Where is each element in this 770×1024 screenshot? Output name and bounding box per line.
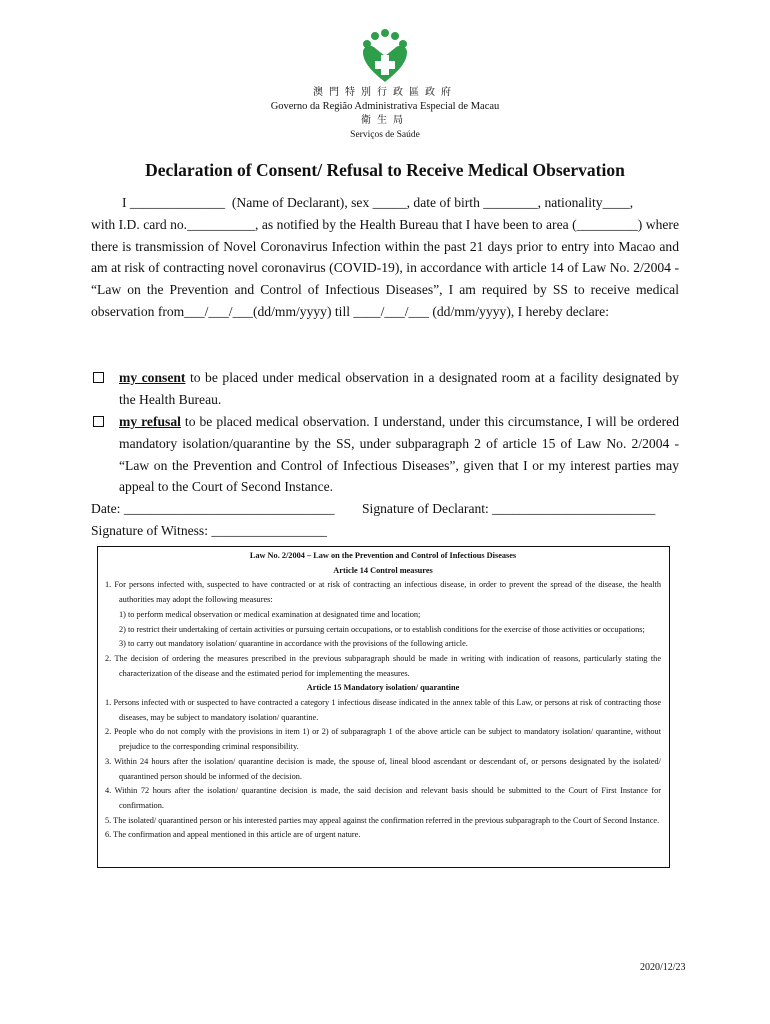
article-14-item-1-2: 2) to restrict their undertaking of certain activities or pursuing certain occupations, or to establish conditions for the exercise of those activities or occupations; (119, 624, 645, 634)
government-name-portuguese: Governo da Região Administrativa Especial de Macau (270, 101, 500, 112)
declarant-signature-field[interactable]: Signature of Declarant: ________________________ (362, 501, 656, 516)
refusal-text: to be placed medical observation. I understand, under this circumstance, I will be ordered mandatory isolation/quarantine by the SS, under subparagraph 2 of article 15 of Law No. 2/2004 - “Law on the Prevention and Control of Infectious Diseases”, given that I or my interest parties may appeal to the Court of Second Instance. (119, 414, 679, 495)
article-15-item-6: 6. The confirmation and appeal mentioned in this article are of urgent nature. (105, 830, 361, 840)
declaration-body: with I.D. card no.__________, as notified by the Health Bureau that I have been to area (_________) where there is transmission of Novel Coronavirus Infection within the past 21 days prior to entry into Macao and am at risk of contracting novel coronavirus (COVID-19), in accordance with article 14 of Law No. 2/2004 - “Law on the Prevention and Control of Infectious Diseases”, I am required by SS to receive medical observation from___/___/___(dd/mm/yyyy) till ____/___/___ (dd/mm/yyyy), I hereby declare: (91, 216, 679, 319)
article-15-item-1: 1. Persons infected with or suspected to have contracted a category 1 infectious disease indicated in the annex table of this Law, or persons at risk of contracting those diseases, may be subject to mandatory isolation/ quarantine. (105, 698, 661, 722)
article-14-heading: Article 14 Control measures (333, 565, 433, 575)
article-15-heading: Article 15 Mandatory isolation/ quarantine (306, 683, 460, 693)
article-15-item-3: 3. Within 24 hours after the isolation/ quarantine decision is made, the spouse of, lineal blood ascendant or descendant of, or persons designated by the isolated/ quarantined person should be informed of the decision. (105, 756, 661, 781)
declaration-paragraph (91, 192, 679, 323)
article-15-item-5: 5. The isolated/ quarantined person or his interested parties may appeal against the confirmation referred in the previous subparagraph to the Court of Second Instance. (105, 815, 660, 825)
law-excerpt-box (97, 546, 670, 868)
consent-text: to be placed under medical observation in a designated room at a facility designated by the Health Bureau. (119, 370, 679, 407)
letterhead (0, 28, 770, 142)
article-14-item-1-1: 1) to perform medical observation or medical examination at designated time and location; (119, 609, 421, 619)
bureau-name-chinese: 衛生局 (361, 115, 409, 126)
article-14-item-1-3: 3) to carry out mandatory isolation/ quarantine in accordance with the provisions of the following article. (119, 639, 468, 649)
refusal-checkbox[interactable] (93, 416, 104, 427)
date-field[interactable]: Date: _______________________________ (91, 501, 335, 516)
article-14-item-2: 2. The decision of ordering the measures prescribed in the previous subparagraph should be made in writing with indication of reasons, particularly stating the characterization of the disease and the estimated period for implementing the measures. (105, 653, 661, 678)
consent-option (91, 367, 679, 411)
government-name-chinese: 澳門特別行政區政府 (313, 87, 457, 98)
article-15-item-4: 4. Within 72 hours after the isolation/ quarantine decision is made, the said decision and relevant basis should be submitted to the Court of First Instance for confirmation. (105, 786, 661, 810)
refusal-label: my refusal (119, 414, 181, 429)
consent-label: my consent (119, 370, 186, 385)
refusal-option (91, 411, 679, 498)
law-heading: Law No. 2/2004 – Law on the Prevention and Control of Infectious Diseases (249, 551, 517, 560)
bureau-name-portuguese: Serviços de Saúde (350, 130, 420, 140)
article-14-item-1: 1. For persons infected with, suspected to have contracted or at risk of contracting an infectious disease, in order to prevent the spread of the disease, the health authorities may adopt the following measures: (105, 580, 661, 605)
declarant-details-line: I ______________ (Name of Declarant), sex _____, date of birth ________, nationality____, (122, 195, 634, 210)
consent-checkbox[interactable] (93, 372, 104, 383)
document-title: Declaration of Consent/ Refusal to Receive Medical Observation (145, 160, 625, 180)
witness-signature-field[interactable]: Signature of Witness: _________________ (91, 523, 327, 538)
document-date: 2020/12/23 (640, 962, 686, 973)
health-bureau-logo-icon (357, 28, 413, 84)
article-15-item-2: 2. People who do not comply with the provisions in item 1) or 2) of subparagraph 1 of the above article can be subject to mandatory isolation/ quarantine, without prejudice to the corresponding criminal responsibility. (105, 727, 661, 752)
